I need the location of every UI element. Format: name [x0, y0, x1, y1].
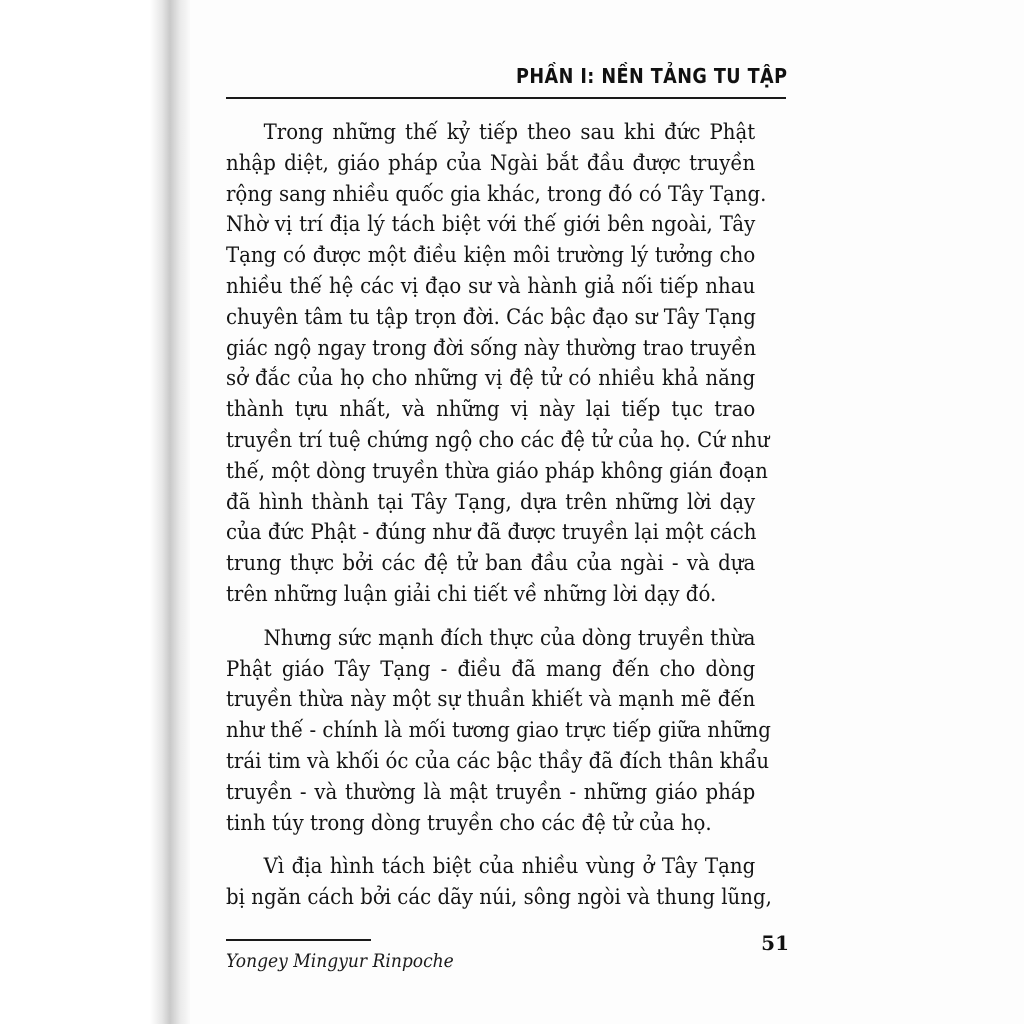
text-line: giác ngộ ngay trong đời sống này thường trao truyền — [226, 335, 757, 360]
text-line: trái tim và khối óc của các bậc thầy đã đích thân khẩu — [226, 748, 770, 773]
text-line: rộng sang nhiều quốc gia khác, trong đó có Tây Tạng. — [226, 181, 767, 206]
text-line: Nhưng sức mạnh đích thực của dòng truyền thừa — [263, 625, 756, 650]
text-line: sở đắc của họ cho những vị đệ tử có nhiều khả năng — [226, 366, 756, 391]
text-line: truyền - và thường là mật truyền - những giáo pháp — [226, 779, 756, 804]
text-line: của đức Phật - đúng như đã được truyền lại một cách — [226, 520, 757, 545]
text-line: thành tựu nhất, và những vị này lại tiếp tục trao — [226, 397, 756, 422]
text-line: nhập diệt, giáo pháp của Ngài bắt đầu được truyền — [226, 150, 756, 175]
text-line: chuyên tâm tu tập trọn đời. Các bậc đạo sư Tây Tạng — [226, 304, 756, 329]
paragraph-gap — [226, 610, 755, 623]
text-line: bị ngăn cách bởi các dãy núi, sông ngòi và thung lũng, — [226, 885, 772, 910]
author-name: Yongey Mingyur Rinpoche — [226, 950, 454, 972]
text-line: nhiều thế hệ các vị đạo sư và hành giả nối tiếp nhau — [226, 273, 756, 298]
footer-divider — [226, 939, 371, 941]
text-line: thế, một dòng truyền thừa giáo pháp không gián đoạn — [226, 458, 768, 483]
text-line: trên những luận giải chi tiết về những lời dạy đó. — [226, 581, 717, 606]
text-line: truyền thừa này một sự thuần khiết và mạnh mẽ đến — [226, 687, 756, 712]
text-line: đã hình thành tại Tây Tạng, dựa trên những lời dạy — [226, 489, 756, 514]
text-line: Vì địa hình tách biệt của nhiều vùng ở Tây Tạng — [263, 854, 756, 879]
section-header: PHẦN I: NỀN TẢNG TU TẬP — [515, 64, 787, 88]
text-line: như thế - chính là mối tương giao trực tiếp giữa những — [226, 718, 771, 743]
page-number: 51 — [761, 931, 789, 955]
text-line: Trong những thế kỷ tiếp theo sau khi đức Phật — [263, 120, 756, 144]
text-line: Phật giáo Tây Tạng - điều đã mang đến cho dòng — [226, 656, 756, 681]
page-gutter-shadow — [0, 0, 190, 1024]
text-line: tinh túy trong dòng truyền cho các đệ tử của họ. — [226, 810, 712, 835]
header-divider — [226, 97, 786, 99]
paragraph-gap — [226, 838, 755, 851]
text-line: Nhờ vị trí địa lý tách biệt với thế giới bên ngoài, Tây — [226, 212, 756, 237]
body-text — [226, 117, 772, 913]
text-line: Tạng có được một điều kiện môi trường lý tưởng cho — [226, 243, 756, 268]
text-line: trung thực bởi các đệ tử ban đầu của ngài - và dựa — [226, 551, 756, 576]
text-line: truyền trí tuệ chứng ngộ cho các đệ tử của họ. Cứ như — [226, 427, 770, 452]
